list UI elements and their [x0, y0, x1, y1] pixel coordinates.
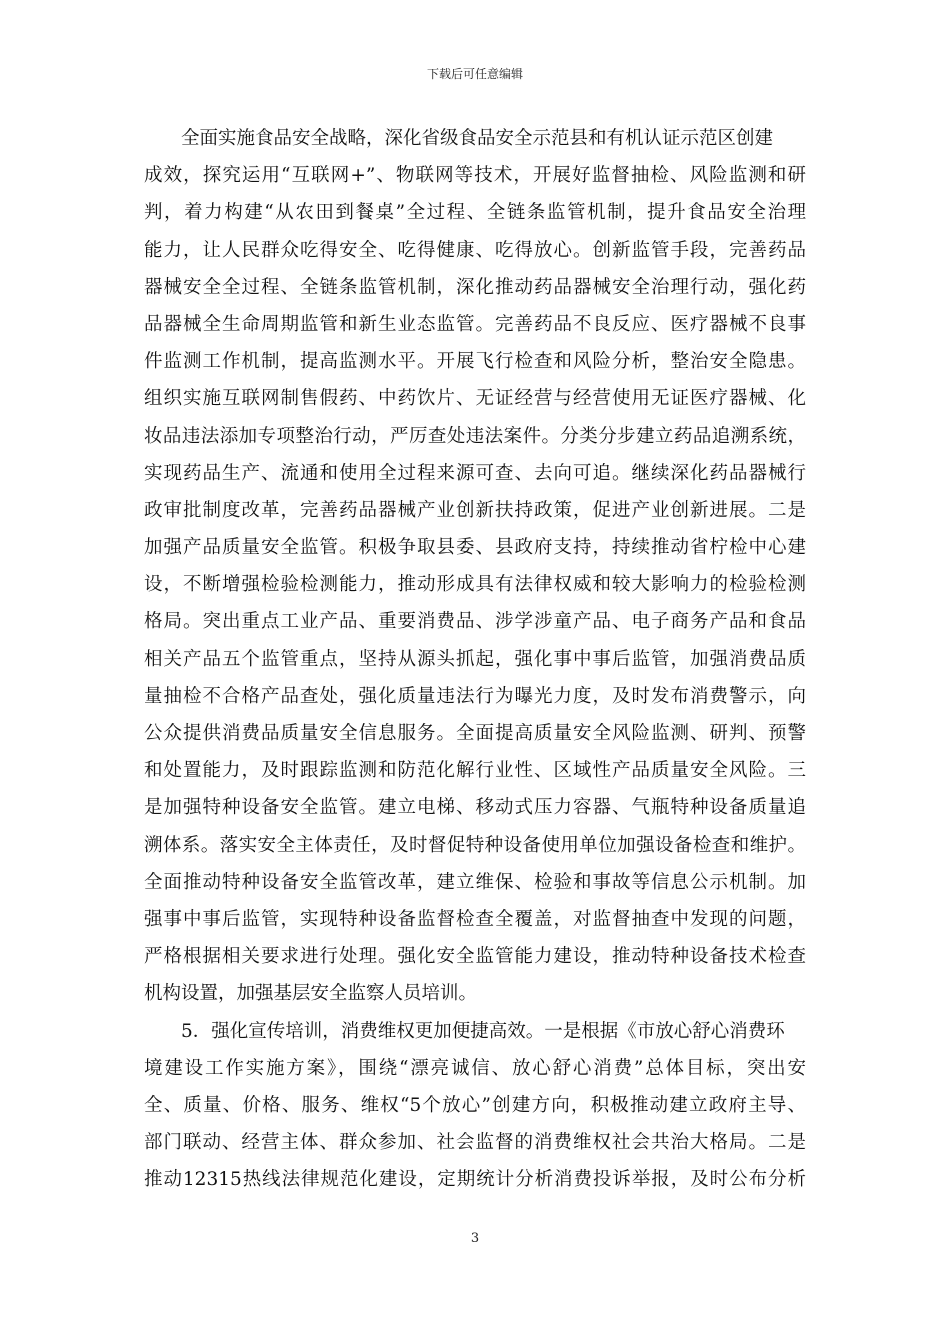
paragraph-line: 境建设工作实施方案》，围绕“漂亮诚信、放心舒心消费”总体目标，突出安	[144, 1057, 806, 1079]
page-number: 3	[470, 1231, 480, 1246]
page-header: 下载后可任意编辑	[426, 67, 523, 81]
paragraph-line: 政审批制度改革，完善药品器械产业创新扶持政策，促进产业创新进展。二是	[144, 499, 806, 521]
paragraph-line: 全、质量、价格、服务、维权“5个放心”创建方向，积极推动建立政府主导、	[144, 1094, 806, 1116]
paragraph-line: 全面推动特种设备安全监管改革，建立维保、检验和事故等信息公示机制。加	[144, 871, 806, 893]
body-text	[144, 120, 806, 1198]
paragraph-line: 严格根据相关要求进行处理。强化安全监管能力建设，推动特种设备技术检查	[144, 946, 806, 968]
paragraph-line: 是加强特种设备安全监管。建立电梯、移动式压力容器、气瓶特种设备质量追	[144, 797, 806, 819]
paragraph-line: 量抽检不合格产品查处，强化质量违法行为曝光力度，及时发布消费警示，向	[144, 685, 806, 707]
paragraph-line: 公众提供消费品质量安全信息服务。全面提高质量安全风险监测、研判、预警	[144, 723, 806, 744]
paragraph-line: 品器械全生命周期监管和新生业态监管。完善药品不良反应、医疗器械不良事	[144, 313, 806, 335]
paragraph-line: 溯体系。落实安全主体责任，及时督促特种设备使用单位加强设备检查和维护。	[144, 834, 806, 856]
paragraph-line: 器械安全全过程、全链条监管机制，深化推动药品器械安全治理行动，强化药	[144, 276, 806, 298]
paragraph-line: 妆品违法添加专项整治行动，严厉查处违法案件。分类分步建立药品追溯系统，	[144, 425, 806, 447]
paragraph-line: 全面实施食品安全战略，深化省级食品安全示范县和有机认证示范区创建	[181, 128, 774, 149]
paragraph-line: 实现药品生产、流通和使用全过程来源可查、去向可追。继续深化药品器械行	[144, 462, 806, 484]
paragraph-line: 强事中事后监管，实现特种设备监督检查全覆盖，对监督抽查中发现的问题，	[144, 908, 806, 930]
paragraph-line: 相关产品五个监管重点，坚持从源头抓起，强化事中事后监管，加强消费品质	[144, 648, 806, 670]
paragraph-line: 成效，探究运用“互联网+”、物联网等技术，开展好监督抽检、风险监测和研	[144, 165, 806, 187]
paragraph-line: 和处置能力，及时跟踪监测和防范化解行业性、区域性产品质量安全风险。三	[144, 760, 806, 782]
paragraph-line: 格局。突出重点工业产品、重要消费品、涉学涉童产品、电子商务产品和食品	[144, 611, 806, 633]
paragraph-line: 组织实施互联网制售假药、中药饮片、无证经营与经营使用无证医疗器械、化	[144, 388, 806, 410]
paragraph-line: 件监测工作机制，提高监测水平。开展飞行检查和风险分析，整治安全隐患。	[144, 351, 806, 373]
paragraph-line: 设，不断增强检验检测能力，推动形成具有法律权威和较大影响力的检验检测	[144, 574, 806, 596]
paragraph-line: 加强产品质量安全监管。积极争取县委、县政府支持，持续推动省柠检中心建	[144, 537, 806, 559]
paragraph-line: 能力，让人民群众吃得安全、吃得健康、吃得放心。创新监管手段，完善药品	[144, 239, 806, 261]
paragraph-line: 推动12315热线法律规范化建设，定期统计分析消费投诉举报，及时公布分析	[144, 1169, 806, 1191]
paragraph-line: 判，着力构建“从农田到餐桌”全过程、全链条监管机制，提升食品安全治理	[144, 202, 806, 224]
paragraph-line: 机构设置，加强基层安全监察人员培训。	[144, 983, 478, 1005]
paragraph-line: 5．强化宣传培训，消费维权更加便捷高效。一是根据《市放心舒心消费环	[181, 1020, 785, 1042]
paragraph-line: 部门联动、经营主体、群众参加、社会监督的消费维权社会共治大格局。二是	[144, 1132, 806, 1154]
